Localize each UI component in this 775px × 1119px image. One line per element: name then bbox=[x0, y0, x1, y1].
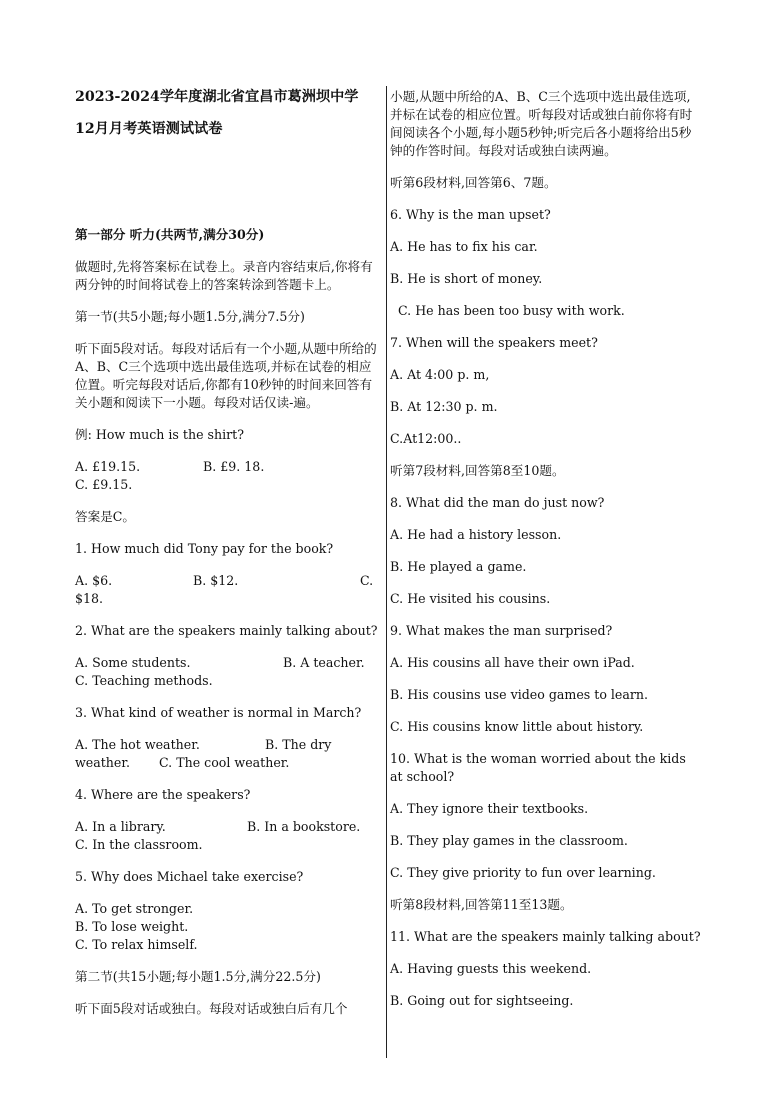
q10-option-c: C. They give priority to fun over learning. bbox=[390, 865, 656, 880]
q1-option-c: C. bbox=[360, 573, 374, 588]
q7-option-b: B. At 12:30 p. m. bbox=[390, 399, 498, 414]
example-options bbox=[75, 458, 382, 494]
q3-option-b: B. The dry bbox=[265, 737, 332, 752]
section2-heading: 第二节(共15小题;每小题1.5分,满分22.5分) bbox=[75, 969, 321, 984]
example-option-a: A. £19.15. bbox=[75, 459, 141, 474]
question-3: 3. What kind of weather is normal in March? bbox=[75, 705, 362, 720]
material-8-heading: 听第8段材料,回答第11至13题。 bbox=[390, 897, 573, 912]
q4-option-b: B. In a bookstore. bbox=[247, 819, 361, 834]
example-answer: 答案是C。 bbox=[75, 509, 136, 524]
q9-option-b: B. His cousins use video games to learn. bbox=[390, 687, 649, 702]
q2-option-c: C. Teaching methods. bbox=[75, 673, 213, 688]
question-1-options bbox=[75, 572, 382, 608]
q9-option-a: A. His cousins all have their own iPad. bbox=[390, 655, 635, 670]
section1-heading: 第一节(共5小题;每小题1.5分,满分7.5分) bbox=[75, 309, 305, 324]
question-1: 1. How much did Tony pay for the book? bbox=[75, 541, 334, 556]
q2-option-a: A. Some students. bbox=[75, 655, 191, 670]
exam-title-line1: 2023-2024学年度湖北省宜昌市葛洲坝中学 bbox=[75, 89, 359, 105]
q10-option-b: B. They play games in the classroom. bbox=[390, 833, 628, 848]
question-2-options bbox=[75, 654, 382, 690]
q6-option-b: B. He is short of money. bbox=[390, 271, 543, 286]
question-2: 2. What are the speakers mainly talking about? bbox=[75, 623, 378, 638]
material-7-heading: 听第7段材料,回答第8至10题。 bbox=[390, 463, 565, 478]
q7-option-a: A. At 4:00 p. m, bbox=[390, 367, 490, 382]
question-4: 4. Where are the speakers? bbox=[75, 787, 251, 802]
question-6: 6. Why is the man upset? bbox=[390, 207, 551, 222]
instruction-1: 做题时,先将答案标在试卷上。录音内容结束后,你将有两分钟的时间将试卷上的答案转涂到答题卡上。 bbox=[75, 259, 373, 292]
q9-option-c: C. His cousins know little about history. bbox=[390, 719, 644, 734]
q7-option-c: C.At12:00.. bbox=[390, 431, 462, 446]
question-9: 9. What makes the man surprised? bbox=[390, 623, 613, 638]
question-5: 5. Why does Michael take exercise? bbox=[75, 869, 304, 884]
q4-option-a: A. In a library. bbox=[75, 819, 166, 834]
q5-option-c: C. To relax himself. bbox=[75, 937, 198, 952]
question-4-options bbox=[75, 818, 382, 854]
q6-option-c: C. He has been too busy with work. bbox=[398, 303, 625, 318]
q1-option-a: A. $6. bbox=[75, 573, 113, 588]
q2-option-b: B. A teacher. bbox=[283, 655, 365, 670]
column-divider bbox=[386, 86, 387, 1058]
example-option-c: C. £9.15. bbox=[75, 477, 133, 492]
q11-option-a: A. Having guests this weekend. bbox=[390, 961, 592, 976]
material-6-heading: 听第6段材料,回答第6、7题。 bbox=[390, 175, 557, 190]
right-column bbox=[390, 88, 702, 1024]
part1-heading: 第一部分 听力(共两节,满分30分) bbox=[75, 227, 265, 242]
q8-option-b: B. He played a game. bbox=[390, 559, 527, 574]
q3-option-c: C. The cool weather. bbox=[159, 755, 290, 770]
q10-option-a: A. They ignore their textbooks. bbox=[390, 801, 589, 816]
q4-option-c: C. In the classroom. bbox=[75, 837, 203, 852]
example-option-b: B. £9. 18. bbox=[203, 459, 265, 474]
instruction-2: 听下面5段对话。每段对话后有一个小题,从题中所给的A、B、C三个选项中选出最佳选项,并标在试卷的相应位置。听完每段对话后,你都有10秒钟的时间来回答有关小题和阅读下一小题。每段对话仅读-遍。 bbox=[75, 341, 377, 410]
instruction-3: 听下面5段对话或独白。每段对话或独白后有几个 bbox=[75, 1001, 348, 1016]
question-10: 10. What is the woman worried about the kids at school? bbox=[390, 751, 686, 784]
q11-option-b: B. Going out for sightseeing. bbox=[390, 993, 574, 1008]
exam-title-line2: 12月月考英语测试试卷 bbox=[75, 121, 223, 137]
instruction-3-continued: 小题,从题中所给的A、B、C三个选项中选出最佳选项,并标在试卷的相应位置。听每段对话或独白前你将有时间阅读各个小题,每小题5秒钟;听完后各小题将给出5秒钟的作答时间。每段对话或独白读两遍。 bbox=[390, 89, 693, 158]
example-question: 例: How much is the shirt? bbox=[75, 427, 244, 442]
q3-option-a: A. The hot weather. bbox=[75, 737, 200, 752]
q8-option-c: C. He visited his cousins. bbox=[390, 591, 551, 606]
q1-option-c-value: $18. bbox=[75, 591, 104, 606]
q1-option-b: B. $12. bbox=[193, 573, 239, 588]
question-8: 8. What did the man do just now? bbox=[390, 495, 605, 510]
q6-option-a: A. He has to fix his car. bbox=[390, 239, 538, 254]
question-11: 11. What are the speakers mainly talking about? bbox=[390, 929, 701, 944]
left-column bbox=[75, 84, 382, 1032]
question-5-options bbox=[75, 900, 382, 954]
q8-option-a: A. He had a history lesson. bbox=[390, 527, 562, 542]
question-7: 7. When will the speakers meet? bbox=[390, 335, 598, 350]
q3-option-b-cont: weather. bbox=[75, 755, 131, 770]
q5-option-a: A. To get stronger. bbox=[75, 901, 194, 916]
question-3-options bbox=[75, 736, 382, 772]
q5-option-b: B. To lose weight. bbox=[75, 919, 189, 934]
